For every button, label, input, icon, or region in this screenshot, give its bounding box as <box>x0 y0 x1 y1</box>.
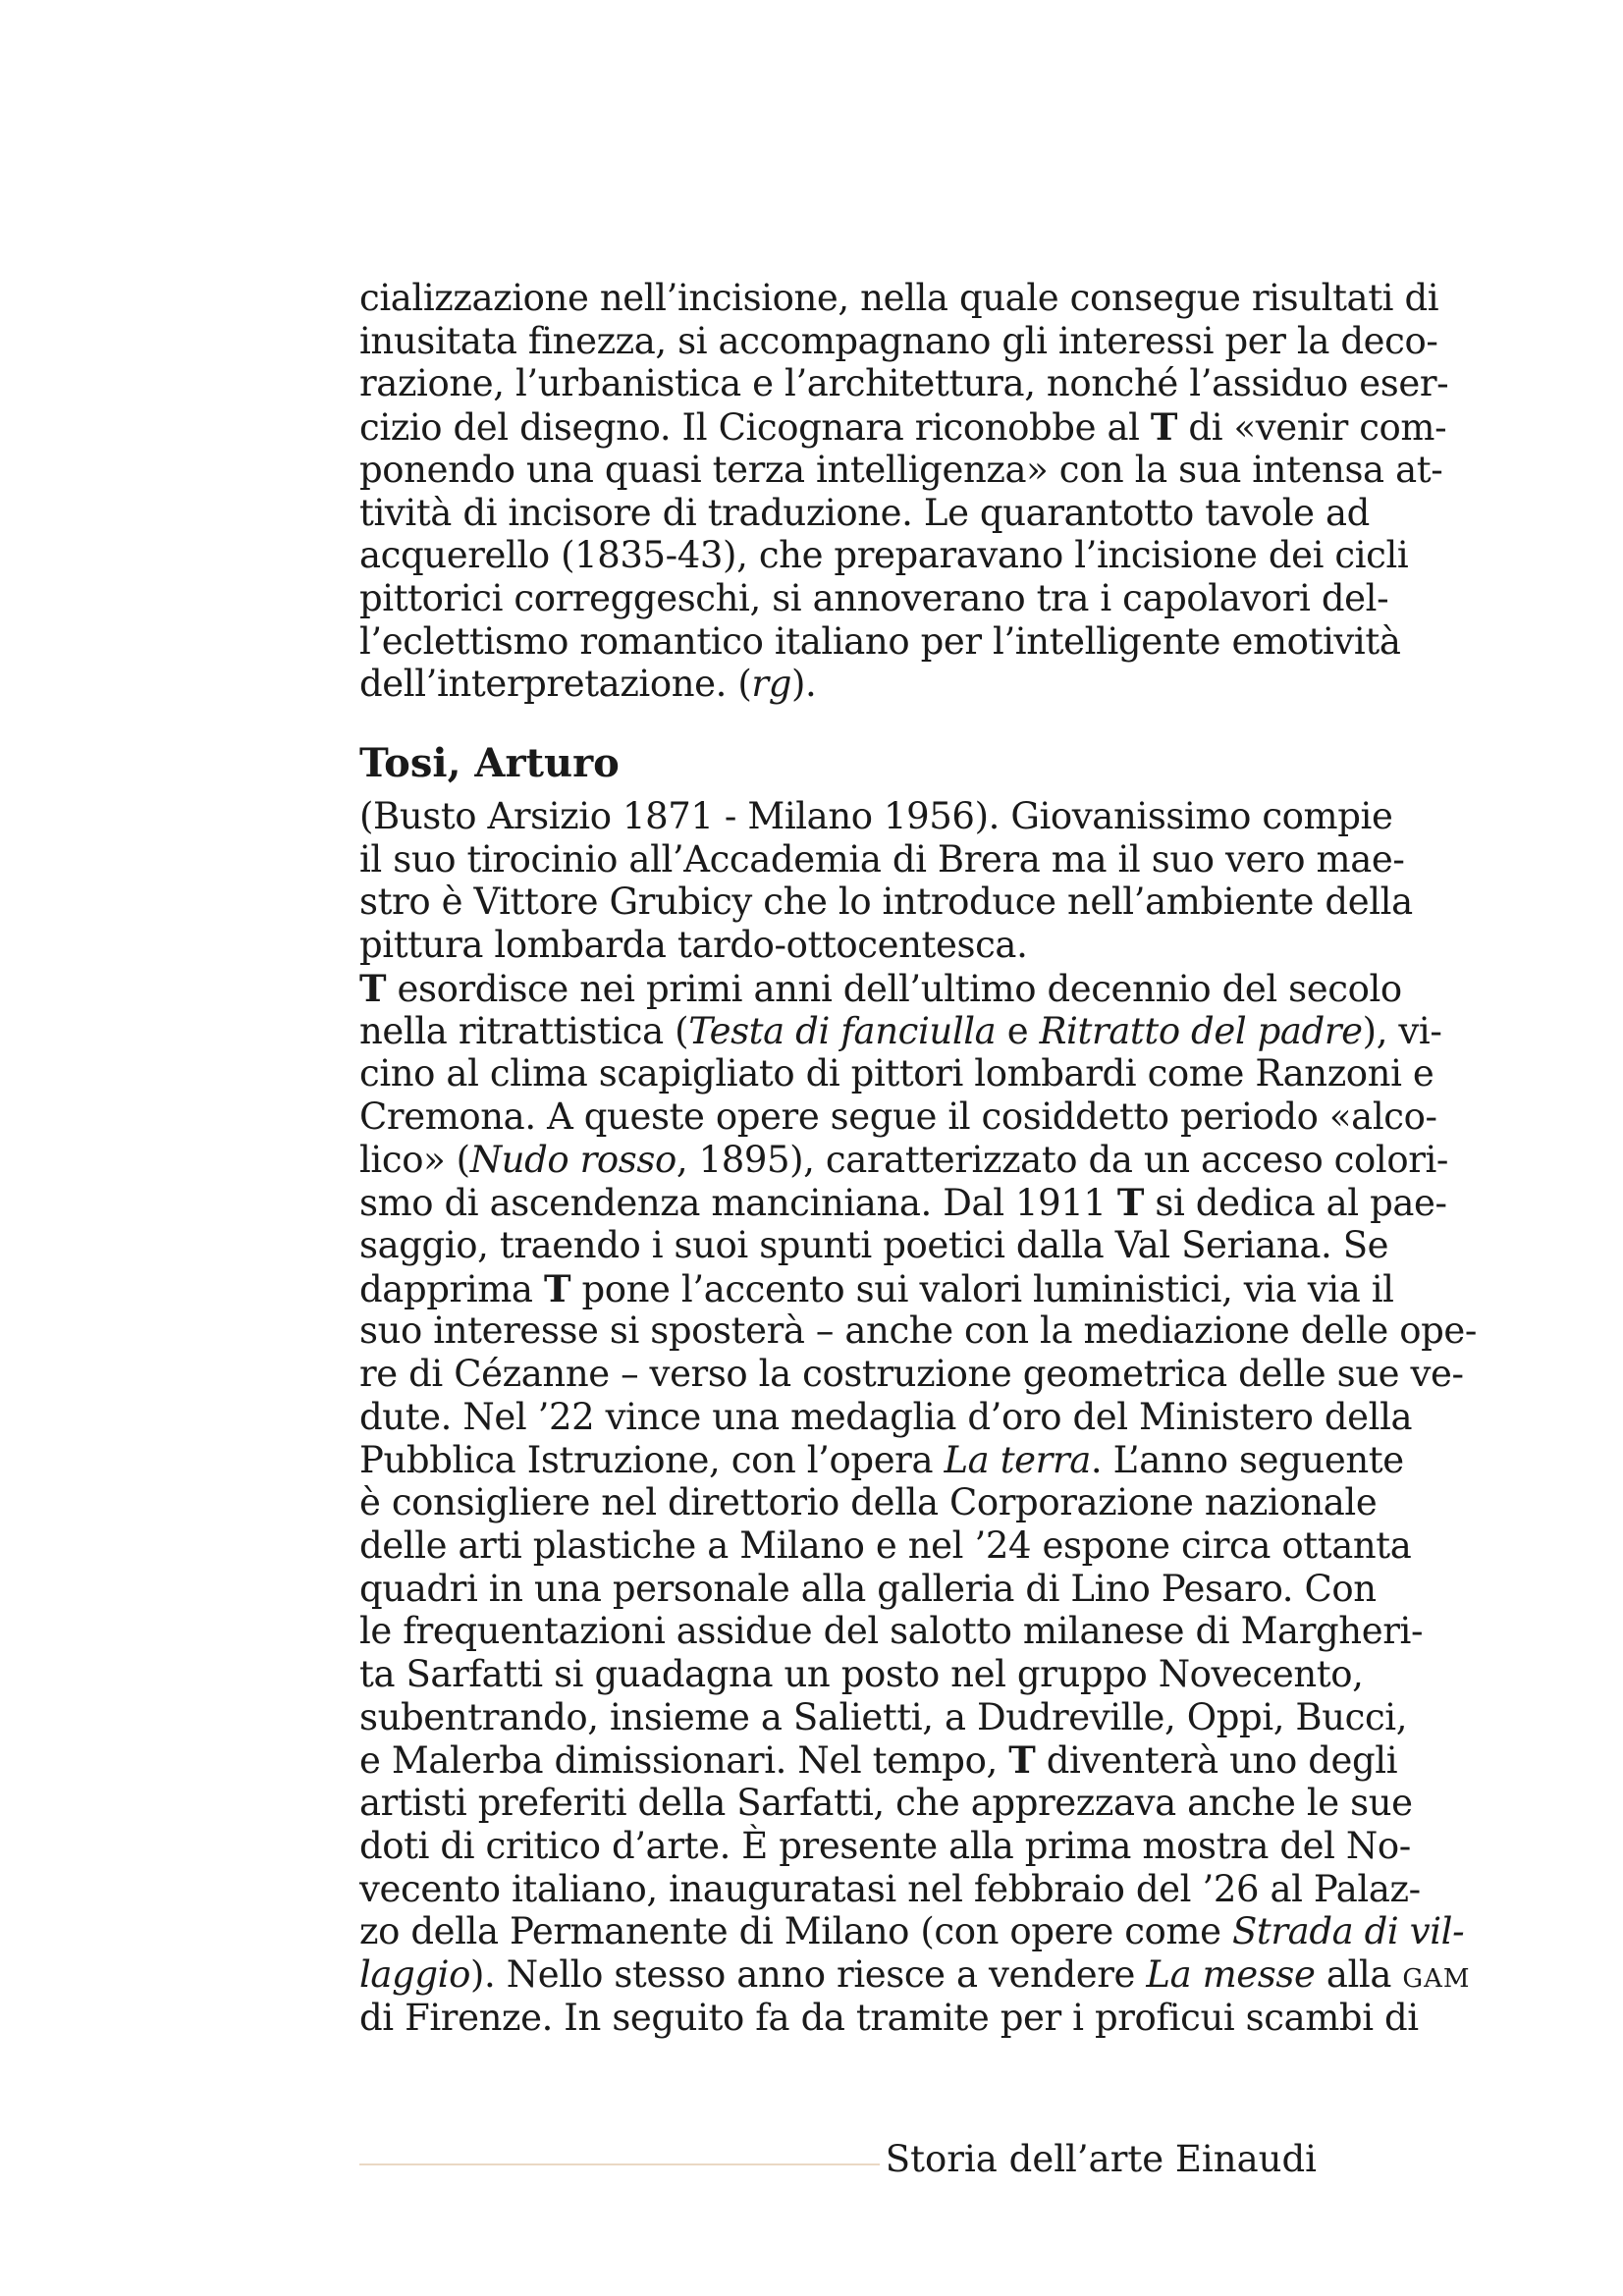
text-line <box>359 1738 1397 1783</box>
bold-abbreviation: T <box>1150 405 1178 450</box>
italic-title: laggio <box>359 1952 470 1996</box>
text-run: (Busto Arsizio 1871 - Milano 1956). Giovanissimo compie <box>359 795 1393 837</box>
text-run: esordisce nei primi anni dell’ultimo decennio del secolo <box>386 967 1402 1010</box>
text-line <box>359 492 1370 535</box>
text-line <box>359 1095 1437 1139</box>
text-run: re di Cézanne – verso la costruzione geometrica delle sue ve- <box>359 1353 1464 1396</box>
text-run: tività di incisore di traduzione. Le quarantotto tavole ad <box>359 491 1370 534</box>
text-run: suo interesse si sposterà – anche con la mediazione delle ope- <box>359 1309 1478 1353</box>
italic-title: Ritratto del padre <box>1039 1009 1363 1052</box>
italic-title: La messe <box>1146 1952 1316 1996</box>
text-line <box>359 620 1401 664</box>
text-run: di «venir com- <box>1177 406 1447 450</box>
text-line <box>359 1610 1423 1653</box>
text-run: acquerello (1835-43), che preparavano l’incisione dei cicli <box>359 534 1409 577</box>
text-run: dell’interpretazione. ( <box>359 663 752 706</box>
bold-abbreviation: T <box>1008 1738 1036 1783</box>
bold-abbreviation: T <box>359 966 387 1010</box>
text-line <box>359 663 816 706</box>
italic-title: rg <box>751 663 791 706</box>
text-run: Pubblica Istruzione, con l’opera <box>359 1438 945 1481</box>
text-run: delle arti plastiche a Milano e nel ’24 espone circa ottanta <box>359 1523 1412 1567</box>
text-run: pittura lombarda tardo-ottocentesca. <box>359 924 1028 967</box>
text-run: ). Nello stesso anno riesce a vendere <box>469 1952 1147 1996</box>
text-run: diventerà uno degli <box>1035 1739 1398 1783</box>
text-line <box>359 1568 1377 1611</box>
footer-rule <box>359 2163 880 2165</box>
italic-title: Strada di vil- <box>1231 1910 1465 1953</box>
text-run: lico» ( <box>359 1138 470 1181</box>
text-run: zo della Permanente di Milano (con opere come <box>359 1910 1232 1953</box>
bold-abbreviation: T <box>543 1266 571 1310</box>
text-run: smo di ascendenza manciniana. Dal 1911 <box>359 1182 1117 1225</box>
text-run: artisti preferiti della Sarfatti, che apprezzava anche le sue <box>359 1782 1413 1825</box>
text-run: stro è Vittore Grubicy che lo introduce nell’ambiente della <box>359 881 1413 924</box>
text-run: il suo tirocinio all’Accademia di Brera ma il suo vero mae- <box>359 837 1405 881</box>
text-run: quadri in una personale alla galleria di Lino Pesaro. Con <box>359 1567 1377 1610</box>
italic-title: Testa di fanciulla <box>688 1009 997 1052</box>
text-run: saggio, traendo i suoi spunti poetici dalla Val Seriana. Se <box>359 1224 1389 1266</box>
text-run: dapprima <box>359 1267 544 1310</box>
text-run: doti di critico d’arte. È presente alla prima mostra del No- <box>359 1824 1411 1867</box>
text-line <box>359 1353 1464 1396</box>
text-line <box>359 1910 1464 1953</box>
text-line <box>359 1868 1421 1911</box>
text-line <box>359 1139 1448 1182</box>
text-line <box>359 1267 1394 1311</box>
text-run: cino al clima scapigliato di pittori lombardi come Ranzoni e <box>359 1052 1434 1095</box>
text-line <box>359 1309 1477 1353</box>
entry-heading: Tosi, Arturo <box>359 740 620 786</box>
text-line <box>359 1825 1411 1868</box>
text-line <box>359 362 1448 405</box>
text-line <box>359 449 1442 492</box>
italic-title: La terra <box>944 1438 1091 1481</box>
text-run: di Firenze. In seguito fa da tramite per i proficui scambi di <box>359 1996 1419 2039</box>
footer-title: Storia dell’arte Einaudi <box>885 2138 1317 2180</box>
text-run: Cremona. A queste opere segue il cosiddetto periodo «alco- <box>359 1095 1437 1138</box>
text-run: nella ritrattistica ( <box>359 1009 689 1052</box>
text-line <box>359 405 1446 450</box>
text-run: l’eclettismo romantico italiano per l’intelligente emotività <box>359 619 1401 663</box>
small-caps-acronym: GAM <box>1402 1963 1471 1994</box>
text-run: , 1895), caratterizzato da un acceso colori- <box>676 1138 1449 1181</box>
text-run: ), vi- <box>1362 1009 1442 1052</box>
text-run: le frequentazioni assidue del salotto milanese di Margheri- <box>359 1610 1424 1653</box>
text-run: ). <box>791 663 817 706</box>
text-run: razione, l’urbanistica e l’architettura, nonché l’assiduo eser- <box>359 362 1449 405</box>
text-line <box>359 1481 1377 1524</box>
text-run: vecento italiano, inauguratasi nel febbraio del ’26 al Palaz- <box>359 1867 1421 1910</box>
text-run: è consigliere nel direttorio della Corporazione nazionale <box>359 1481 1378 1524</box>
text-line <box>359 1439 1404 1482</box>
text-line <box>359 1524 1411 1568</box>
italic-title: Nudo rosso <box>469 1138 676 1181</box>
text-line <box>359 1396 1412 1439</box>
text-line <box>359 795 1392 838</box>
text-run: cializzazione nell’incisione, nella quale consegue risultati di <box>359 277 1439 319</box>
text-line <box>359 577 1388 620</box>
text-line <box>359 1010 1441 1053</box>
text-run: cizio del disegno. Il Cicognara riconobbe al <box>359 406 1151 450</box>
text-run: dute. Nel ’22 vince una medaglia d’oro del Ministero della <box>359 1395 1413 1438</box>
text-line <box>359 1997 1419 2040</box>
text-line <box>359 1696 1407 1739</box>
text-run: e Malerba dimissionari. Nel tempo, <box>359 1739 1009 1783</box>
text-line <box>359 277 1438 320</box>
text-line <box>359 838 1404 881</box>
text-run: inusitata finezza, si accompagnano gli interessi per la deco- <box>359 319 1438 362</box>
text-line <box>359 534 1408 577</box>
text-line <box>359 320 1437 363</box>
text-line <box>359 881 1413 924</box>
text-run: alla <box>1315 1952 1403 1996</box>
text-line <box>359 1224 1388 1267</box>
text-line <box>359 1052 1434 1095</box>
text-run: ponendo una quasi terza intelligenza» con la sua intensa at- <box>359 448 1443 491</box>
text-line <box>359 1953 1471 2001</box>
text-run: pone l’accento sui valori luministici, via via il <box>570 1267 1394 1310</box>
text-run: e <box>996 1009 1040 1052</box>
text-run: si dedica al pae- <box>1144 1182 1447 1225</box>
text-line <box>359 1653 1364 1696</box>
text-line <box>359 924 1027 967</box>
text-run: ta Sarfatti si guadagna un posto nel gruppo Novecento, <box>359 1653 1364 1695</box>
text-run: pittorici correggeschi, si annoverano tra i capolavori del- <box>359 576 1389 619</box>
text-line <box>359 1181 1447 1225</box>
text-line <box>359 1782 1413 1825</box>
text-run: . L’anno seguente <box>1090 1438 1404 1481</box>
text-line <box>359 967 1402 1011</box>
bold-abbreviation: T <box>1116 1181 1145 1225</box>
text-run: subentrando, insieme a Salietti, a Dudreville, Oppi, Bucci, <box>359 1695 1408 1738</box>
